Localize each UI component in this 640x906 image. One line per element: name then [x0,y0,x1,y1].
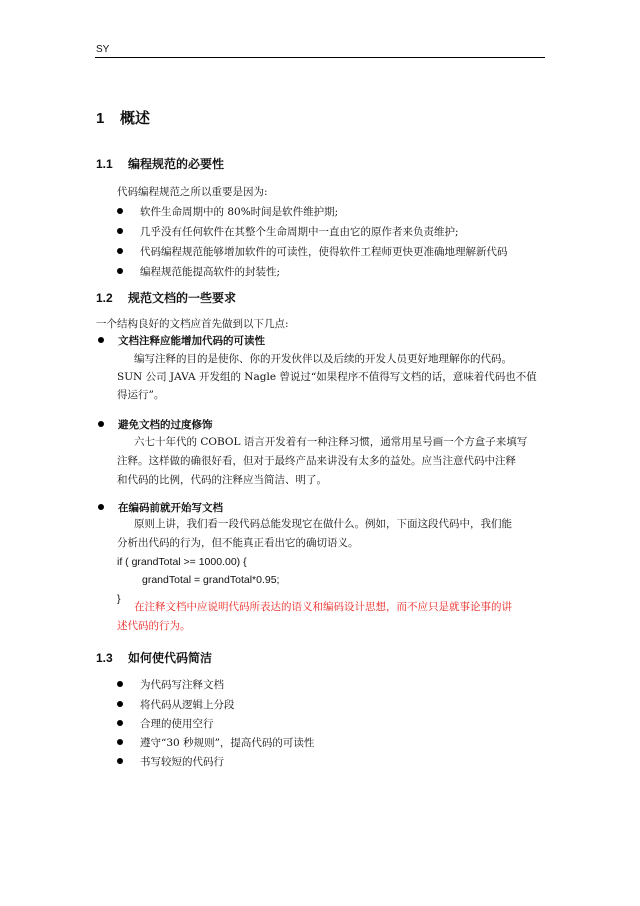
subsection-heading-1-3 [96,649,212,666]
list-item [117,714,214,734]
bullet-icon [98,337,104,343]
list-item [117,675,224,695]
bullet-icon [117,681,123,687]
bullet-icon [98,421,104,427]
highlighted-note-line: 述代码的行为。 [117,620,191,632]
list-item-text: 几乎没有任何软件在其整个生命周期中一直由它的原作者来负责维护; [140,226,459,238]
paragraph-line: 编写注释的目的是使你、你的开发伙伴以及后续的开发人员更好地理解你的代码。 [134,353,512,365]
list-item [117,202,338,222]
code-line: } [117,593,121,605]
bullet-icon [117,701,123,707]
sub-bullet-heading [98,331,265,351]
list-item-text: 合理的使用空行 [140,718,214,730]
section-number: 1 [96,110,105,127]
bullet-icon [117,248,123,254]
bullet-icon [117,268,123,274]
list-item-text: 书写较短的代码行 [140,756,224,768]
list-item [117,242,508,262]
section-title: 概述 [120,110,151,127]
subsection-heading-1-2 [96,289,236,306]
bullet-icon [117,758,123,764]
list-item [117,733,314,753]
list-item [117,752,224,772]
bullet-icon [117,208,123,214]
paragraph-line: SUN 公司 JAVA 开发组的 Nagle 曾说过“如果程序不值得写文档的话，意味着代码也不值 [117,371,537,383]
bullet-icon [117,739,123,745]
list-item [117,695,235,715]
code-line: grandTotal = grandTotal*0.95; [142,574,280,586]
subsection-number: 1.2 [96,291,113,305]
list-item-text: 代码编程规范能够增加软件的可读性，使得软件工程师更快更准确地理解新代码 [140,246,508,258]
paragraph-line: 原则上讲，我们看一段代码总能发现它在做什么。例如，下面这段代码中，我们能 [134,518,512,530]
code-line: if ( grandTotal >= 1000.00) { [117,556,247,568]
subsection-title: 编程规范的必要性 [128,157,225,171]
paragraph-line: 和代码的比例，代码的注释应当简洁、明了。 [117,474,327,486]
subsection-number: 1.3 [96,651,113,665]
list-item [117,262,280,282]
paragraph-line: 六七十年代的 COBOL 语言开发着有一种注释习惯，通常用星号画一个方盒子来填写 [134,436,528,448]
sub-bullet-title: 避免文档的过度修饰 [118,419,213,431]
list-item-text: 将代码从逻辑上分段 [140,699,235,711]
bullet-icon [98,504,104,510]
subsection-title: 规范文档的一些要求 [128,291,237,305]
header-rule [95,57,545,58]
bullet-icon [117,228,123,234]
bullet-icon [117,720,123,726]
paragraph-intro: 代码编程规范之所以重要是因为: [117,186,268,198]
subsection-number: 1.1 [96,157,113,171]
sub-bullet-title: 文档注释应能增加代码的可读性 [118,335,265,347]
list-item-text: 编程规范能提高软件的封装性; [140,266,281,278]
subsection-title: 如何使代码简洁 [128,651,213,665]
list-item-text: 为代码写注释文档 [140,679,224,691]
paragraph-line: 分析出代码的行为，但不能真正看出它的确切语义。 [117,537,359,549]
paragraph-line: 得运行”。 [117,389,165,401]
page-header-label: SY [96,44,110,55]
highlighted-note-line: 在注释文档中应说明代码所表达的语义和编码设计思想，而不应只是就事论事的讲 [134,601,512,613]
list-item-text: 遵守“30 秒规则”，提高代码的可读性 [140,737,315,749]
list-item-text: 软件生命周期中的 80%时间是软件维护期; [140,206,339,218]
section-heading-1 [96,107,150,128]
list-item [117,222,459,242]
sub-bullet-title: 在编码前就开始写文档 [118,502,223,514]
subsection-heading-1-1 [96,155,224,172]
paragraph-line: 注释。这样做的确很好看，但对于最终产品来讲没有太多的益处。应当注意代码中注释 [117,455,516,467]
paragraph-intro: 一个结构良好的文档应首先做到以下几点: [96,318,289,330]
